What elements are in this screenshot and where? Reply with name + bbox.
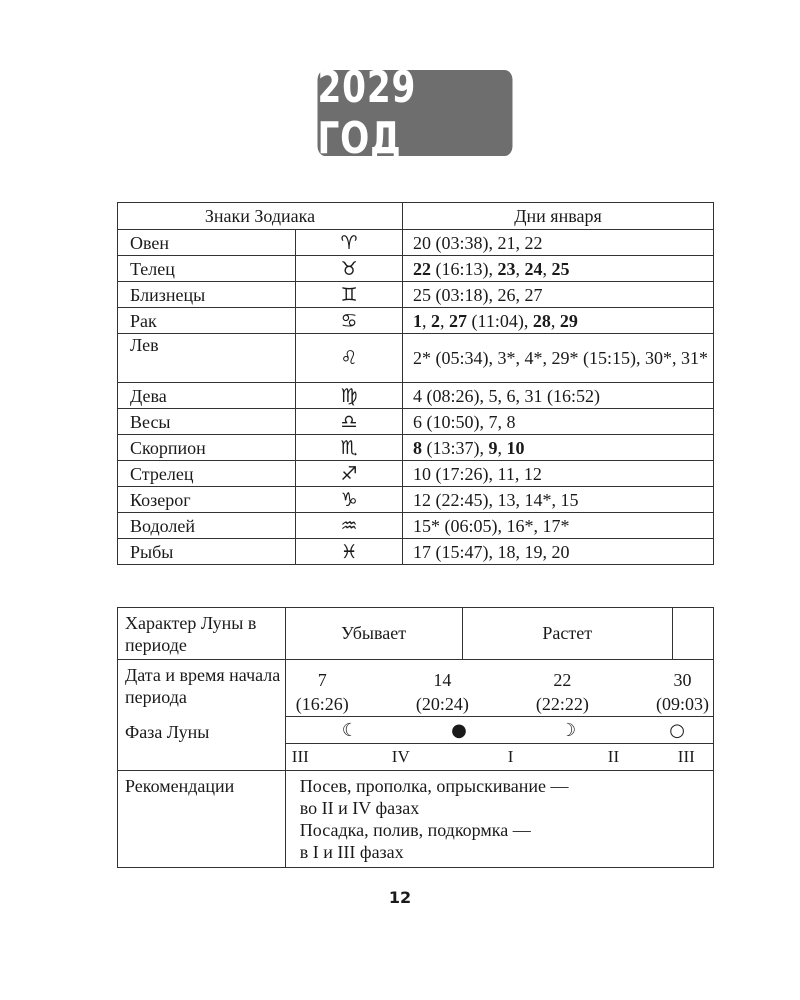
period-4-time: (09:03) [655, 694, 709, 714]
favorable-day: 9 [488, 437, 498, 458]
zodiac-row [118, 409, 714, 435]
recommendations-text [285, 771, 713, 868]
zodiac-days [403, 409, 714, 435]
phase-symbols-cell [285, 717, 713, 744]
day-text: 15* (06:05), 16*, 17* [413, 515, 570, 536]
zodiac-symbol-icon: ♐ [296, 461, 403, 487]
zodiac-row [118, 256, 714, 282]
recommendation-line: Посадка, полив, подкормка — [299, 820, 531, 840]
day-text: 6 (10:50), 7, 8 [413, 411, 516, 432]
zodiac-days [403, 334, 714, 383]
zodiac-header-row [118, 203, 714, 230]
favorable-day: 10 [506, 437, 525, 458]
day-text: 10 (17:26), 11, 12 [413, 463, 542, 484]
zodiac-row [118, 539, 714, 565]
page-number: 12 [388, 888, 412, 907]
period-1-time: (16:26) [295, 694, 349, 714]
period-1 [296, 664, 349, 716]
zodiac-sign-name: Близнецы [118, 282, 296, 308]
favorable-day: 22 [413, 258, 431, 279]
zodiac-sign-name: Козерог [118, 487, 296, 513]
moon-character-label: Характер Луны в периоде [118, 608, 286, 660]
year-banner [317, 62, 513, 164]
day-text: , [422, 310, 431, 331]
zodiac-sign-name: Телец [118, 256, 296, 282]
zodiac-days [403, 256, 714, 282]
zodiac-row [118, 334, 714, 383]
zodiac-days [403, 308, 714, 334]
day-text: (11:04), [467, 310, 533, 331]
zodiac-days [403, 513, 714, 539]
day-text: , [515, 258, 525, 279]
period-3 [536, 664, 589, 716]
zodiac-row [118, 513, 714, 539]
favorable-day: 24 [524, 258, 543, 279]
favorable-day: 8 [413, 437, 422, 458]
moon-phase-label: Фаза Луны [118, 717, 286, 771]
moon-phase-row [118, 717, 714, 744]
recommendation-line: во II и IV фазах [299, 798, 420, 818]
day-text: , [440, 310, 449, 331]
zodiac-row [118, 461, 714, 487]
zodiac-row [118, 487, 714, 513]
zodiac-symbol-icon: ♋ [296, 308, 403, 334]
day-text: , [542, 258, 552, 279]
day-text: , [550, 310, 560, 331]
zodiac-sign-name: Скорпион [118, 435, 296, 461]
waning-label: Убывает [285, 608, 462, 660]
zodiac-days [403, 487, 714, 513]
zodiac-sign-name: Весы [118, 409, 296, 435]
zodiac-days [403, 230, 714, 256]
waxing-label: Растет [462, 608, 673, 660]
zodiac-sign-name: Дева [118, 383, 296, 409]
day-text: (13:37), [422, 437, 489, 458]
zodiac-sign-name: Овен [118, 230, 296, 256]
zodiac-row [118, 282, 714, 308]
zodiac-symbol-icon: ♍ [296, 383, 403, 409]
day-text: 12 (22:45), 13, 14*, 15 [413, 489, 579, 510]
quarter-2: II [607, 747, 620, 766]
zodiac-days [403, 383, 714, 409]
zodiac-symbol-icon: ♉ [296, 256, 403, 282]
waxing-crescent-icon: ☽ [559, 719, 577, 741]
favorable-day: 25 [551, 258, 570, 279]
zodiac-symbol-icon: ♊ [296, 282, 403, 308]
period-dates-cell [285, 660, 713, 717]
day-text: (16:13), [431, 258, 498, 279]
period-2-day: 14 [433, 670, 452, 690]
quarter-4: IV [391, 747, 410, 766]
favorable-day: 28 [532, 310, 551, 331]
quarter-1: I [507, 747, 514, 766]
day-text: , [497, 437, 507, 458]
recommendations-label: Рекомендации [118, 771, 286, 868]
day-text: 20 (03:38), 21, 22 [413, 232, 543, 253]
favorable-day: 2 [431, 310, 440, 331]
period-2-time: (20:24) [415, 694, 469, 714]
moon-datetime-row [118, 660, 714, 717]
empty-cell [673, 608, 714, 660]
zodiac-symbol-icon: ♎ [296, 409, 403, 435]
quarter-3b: III [677, 747, 695, 766]
recommendations-row [118, 771, 714, 868]
day-text: 17 (15:47), 18, 19, 20 [413, 541, 570, 562]
period-3-day: 22 [553, 670, 572, 690]
zodiac-symbol-icon: ♏ [296, 435, 403, 461]
period-4-day: 30 [673, 670, 692, 690]
period-1-day: 7 [317, 670, 327, 690]
zodiac-days [403, 539, 714, 565]
zodiac-symbol-icon: ♈ [296, 230, 403, 256]
favorable-day: 27 [449, 310, 467, 331]
year-title: 2029 ГОД [317, 62, 417, 164]
zodiac-symbol-icon: ♑ [296, 487, 403, 513]
period-2 [416, 664, 469, 716]
zodiac-row [118, 383, 714, 409]
zodiac-row [118, 435, 714, 461]
zodiac-symbol-icon: ♌ [296, 334, 403, 383]
day-text: 2* (05:34), 3*, 4*, 29* (15:15), 30*, 31* [413, 348, 708, 368]
zodiac-sign-name: Рак [118, 308, 296, 334]
favorable-day: 1 [413, 310, 422, 331]
moon-datetime-label: Дата и время начала периода [118, 660, 286, 717]
zodiac-row [118, 230, 714, 256]
quarter-numerals-cell [285, 744, 713, 771]
waning-crescent-icon: ☾ [341, 719, 358, 741]
zodiac-sign-name: Водолей [118, 513, 296, 539]
favorable-day: 29 [559, 310, 578, 331]
header-january-days: Дни января [403, 203, 714, 230]
new-moon-icon: ● [451, 719, 467, 741]
recommendation-line: в I и III фазах [299, 842, 404, 862]
period-3-time: (22:22) [535, 694, 589, 714]
quarter-3a: III [291, 747, 309, 766]
zodiac-sign-name: Стрелец [118, 461, 296, 487]
period-4 [656, 664, 709, 716]
moon-table [117, 607, 714, 868]
zodiac-days [403, 435, 714, 461]
recommendation-line: Посев, прополка, опрыскивание — [299, 776, 569, 796]
zodiac-symbol-icon: ♒ [296, 513, 403, 539]
zodiac-days [403, 282, 714, 308]
zodiac-days [403, 461, 714, 487]
zodiac-table [117, 202, 714, 565]
full-moon-icon: ○ [669, 719, 685, 741]
zodiac-sign-name: Лев [118, 334, 296, 383]
day-text: 25 (03:18), 26, 27 [413, 284, 543, 305]
zodiac-sign-name: Рыбы [118, 539, 296, 565]
moon-character-row [118, 608, 714, 660]
header-zodiac-signs: Знаки Зодиака [118, 203, 403, 230]
zodiac-symbol-icon: ♓ [296, 539, 403, 565]
day-text: 4 (08:26), 5, 6, 31 (16:52) [413, 385, 600, 406]
favorable-day: 23 [497, 258, 516, 279]
zodiac-row [118, 308, 714, 334]
